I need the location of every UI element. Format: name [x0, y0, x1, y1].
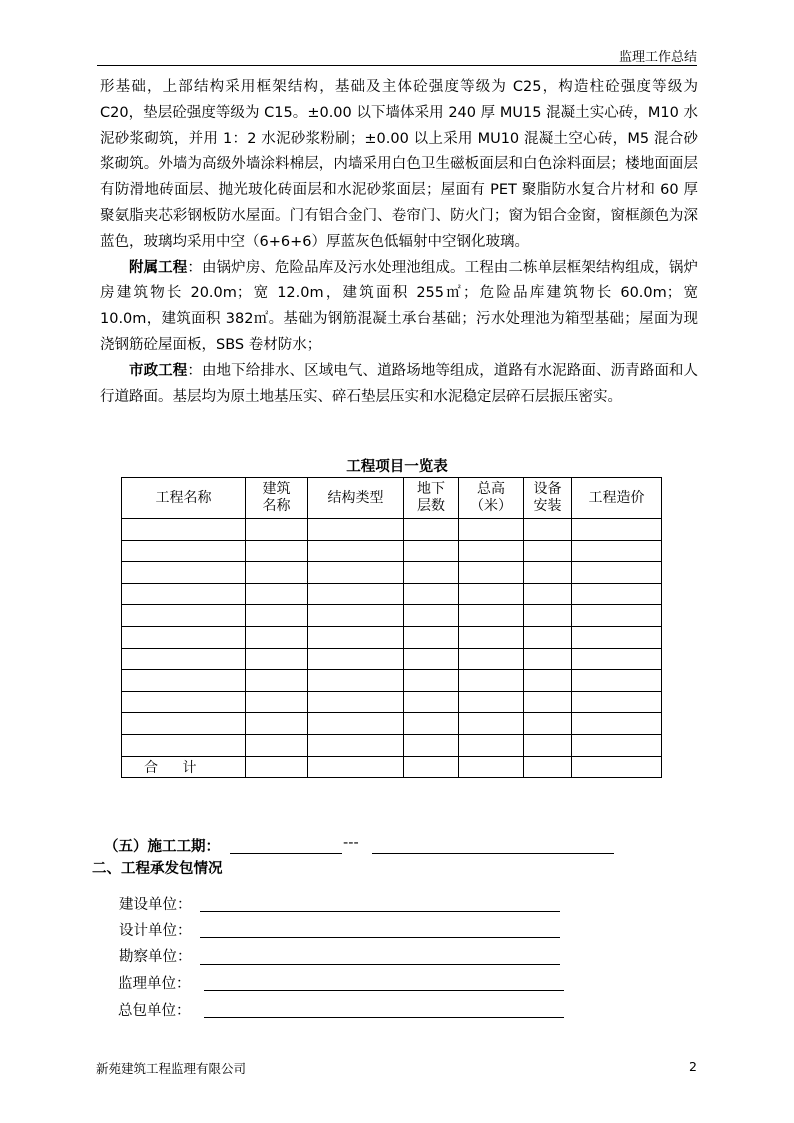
table-cell[interactable] — [404, 626, 459, 648]
table-total-label: 合 计 — [122, 756, 246, 778]
table-cell[interactable] — [122, 540, 246, 562]
table-header — [308, 478, 404, 519]
table-cell[interactable] — [459, 648, 524, 670]
table-cell[interactable] — [572, 756, 662, 778]
paragraph-main: 形基础，上部结构采用框架结构，基础及主体砼强度等级为 C25，构造柱砼强度等级为 C20，垫层砼强度等级为 C15。±0.00 以下墙体采用 240 厚 MU15 混凝土实心砖，M10 水泥砂浆砌筑，并用 1：2 水泥砂浆粉刷；±0.00 以上采用 MU10 混凝土空心砖，M5 混合砂浆砌筑。外墙为高级外墙涂料棉层，内墙采用白色卫生磁板面层和白色涂料面层；楼地面面层有防滑地砖面层、抛光玻化砖面层和水泥砂浆面层；屋面有 PET 聚脂防水复合片材和 60 厚聚氨脂夹芯彩钢板防水屋面。门有铝合金门、卷帘门、防火门；窗为铝合金窗，窗框颜色为深蓝色，玻璃均采用中空（6+6+6）厚蓝灰色低辐射中空钢化玻璃。 — [100, 79, 698, 250]
table-cell[interactable] — [246, 562, 308, 584]
table-cell[interactable] — [572, 734, 662, 756]
table-cell[interactable] — [122, 713, 246, 735]
table-header-line: 层数 — [417, 498, 445, 514]
table-header-line: 结构类型 — [327, 489, 384, 506]
table-cell[interactable] — [122, 734, 246, 756]
party-label: 勘察单位： — [119, 949, 192, 965]
table-cell[interactable] — [459, 540, 524, 562]
table-cell[interactable] — [459, 605, 524, 627]
table-header-line: 安装 — [533, 498, 562, 514]
table-cell[interactable] — [524, 691, 572, 713]
footer-company: 新苑建筑工程监理有限公司 — [96, 1061, 247, 1076]
table-header-line: 名称 — [262, 498, 291, 514]
table-cell[interactable] — [404, 756, 459, 778]
party-label: 监理单位： — [118, 976, 191, 992]
auxiliary-text: ：由锅炉房、危险品库及污水处理池组成。工程由二栋单层框架结构组成，锅炉房建筑物长 20.0m；宽 12.0m，建筑面积 255㎡；危险品库建筑物长 60.0m；宽 10.0m，建筑面积 382㎡。基础为钢筋混凝土承台基础；污水处理池为箱型基础；屋面为现浇钢筋砼屋面板，SBS 卷材防水； — [100, 259, 699, 353]
table-cell[interactable] — [246, 670, 308, 692]
table-row — [122, 562, 662, 584]
municipal-label: 市政工程 — [129, 362, 188, 379]
table-cell[interactable] — [572, 540, 662, 562]
table-cell[interactable] — [308, 583, 404, 605]
table-cell[interactable] — [459, 734, 524, 756]
table-row — [122, 626, 662, 648]
table-cell[interactable] — [572, 648, 662, 670]
table-cell[interactable] — [459, 756, 524, 778]
table-header — [524, 478, 572, 519]
table-cell[interactable] — [122, 648, 246, 670]
table-cell[interactable] — [246, 691, 308, 713]
table-row — [122, 691, 662, 713]
table-cell[interactable] — [572, 583, 662, 605]
table-header-line: 地下 — [417, 481, 445, 497]
table-cell[interactable] — [308, 648, 404, 670]
table-cell[interactable] — [404, 648, 459, 670]
table-row — [122, 670, 662, 692]
table-cell[interactable] — [459, 562, 524, 584]
table-cell[interactable] — [524, 670, 572, 692]
table-row — [122, 713, 662, 735]
party-label: 设计单位： — [119, 923, 192, 939]
table-cell[interactable] — [122, 691, 246, 713]
table-header-line: 工程造价 — [588, 489, 645, 506]
table-cell[interactable] — [524, 756, 572, 778]
construction-period-label: （五）施工工期： — [104, 839, 220, 855]
table-row — [122, 605, 662, 627]
table-total-row — [122, 756, 662, 778]
table-cell[interactable] — [404, 670, 459, 692]
table-cell[interactable] — [404, 605, 459, 627]
table-cell[interactable] — [524, 540, 572, 562]
table-cell[interactable] — [308, 734, 404, 756]
table-header — [122, 478, 246, 519]
footer-page-number: 2 — [689, 1059, 697, 1074]
table-cell[interactable] — [246, 605, 308, 627]
table-cell[interactable] — [246, 734, 308, 756]
table-cell[interactable] — [308, 519, 404, 541]
table-cell[interactable] — [122, 670, 246, 692]
header-rule — [97, 65, 697, 66]
table-cell[interactable] — [404, 562, 459, 584]
table-row — [122, 540, 662, 562]
table-cell[interactable] — [524, 734, 572, 756]
table-cell[interactable] — [524, 605, 572, 627]
table-header-line: 建筑 — [262, 481, 291, 497]
table-cell[interactable] — [524, 562, 572, 584]
project-table — [121, 477, 662, 778]
party-label: 建设单位： — [119, 897, 192, 913]
municipal-text: ：由地下给排水、区域电气、道路场地等组成，道路有水泥路面、沥青路面和人行道路面。基层均为原土地基压实、碎石垫层压实和水泥稳定层碎石层振压密实。 — [100, 362, 699, 405]
table-cell[interactable] — [246, 540, 308, 562]
body-text — [100, 75, 698, 410]
table-cell[interactable] — [404, 540, 459, 562]
period-start-blank[interactable] — [230, 853, 342, 854]
section-two-title: 二、工程承发包情况 — [92, 861, 223, 877]
party-blank[interactable] — [200, 964, 560, 965]
table-cell[interactable] — [572, 605, 662, 627]
table-row — [122, 583, 662, 605]
table-header-line: 总高 — [477, 481, 505, 497]
table-cell[interactable] — [122, 583, 246, 605]
table-cell[interactable] — [308, 540, 404, 562]
table-cell[interactable] — [459, 583, 524, 605]
table-cell[interactable] — [572, 670, 662, 692]
table-cell[interactable] — [404, 713, 459, 735]
table-cell[interactable] — [572, 713, 662, 735]
table-header — [404, 478, 459, 519]
table-cell[interactable] — [459, 519, 524, 541]
table-header — [246, 478, 308, 519]
table-row — [122, 519, 662, 541]
table-cell[interactable] — [524, 583, 572, 605]
table-cell[interactable] — [572, 562, 662, 584]
table-cell[interactable] — [308, 670, 404, 692]
table-cell[interactable] — [246, 648, 308, 670]
party-blank[interactable] — [204, 1017, 564, 1018]
table-header-line: （米） — [470, 498, 512, 514]
table-cell[interactable] — [459, 713, 524, 735]
table-cell[interactable] — [404, 519, 459, 541]
table-cell[interactable] — [572, 519, 662, 541]
table-cell[interactable] — [308, 691, 404, 713]
table-body — [122, 519, 662, 778]
table-cell[interactable] — [246, 626, 308, 648]
table-cell[interactable] — [524, 626, 572, 648]
party-blank[interactable] — [200, 937, 560, 938]
table-cell[interactable] — [459, 670, 524, 692]
table-cell[interactable] — [459, 691, 524, 713]
period-end-blank[interactable] — [372, 853, 614, 854]
table-cell[interactable] — [122, 519, 246, 541]
table-cell[interactable] — [246, 756, 308, 778]
paragraph-auxiliary — [100, 256, 698, 359]
table-header — [572, 478, 662, 519]
table-cell[interactable] — [122, 626, 246, 648]
table-cell[interactable] — [308, 756, 404, 778]
header-title: 监理工作总结 — [618, 50, 697, 65]
party-blank[interactable] — [204, 990, 564, 991]
table-cell[interactable] — [246, 583, 308, 605]
table-cell[interactable] — [404, 583, 459, 605]
table-cell[interactable] — [404, 734, 459, 756]
table-cell[interactable] — [122, 605, 246, 627]
table-cell[interactable] — [308, 713, 404, 735]
table-header — [459, 478, 524, 519]
table-row — [122, 648, 662, 670]
period-separator: --- — [343, 835, 359, 851]
table-header-row — [122, 478, 662, 519]
table-cell[interactable] — [246, 519, 308, 541]
table-cell[interactable] — [459, 626, 524, 648]
table-row — [122, 734, 662, 756]
table-cell[interactable] — [246, 713, 308, 735]
table-cell[interactable] — [122, 562, 246, 584]
table-cell[interactable] — [524, 713, 572, 735]
table-title: 工程项目一览表 — [346, 459, 448, 475]
table-cell[interactable] — [572, 691, 662, 713]
table-cell[interactable] — [404, 691, 459, 713]
table-cell[interactable] — [308, 626, 404, 648]
party-blank[interactable] — [200, 911, 560, 912]
paragraph-municipal — [100, 359, 698, 411]
table-cell[interactable] — [308, 562, 404, 584]
table-cell[interactable] — [524, 648, 572, 670]
auxiliary-label: 附属工程 — [129, 259, 188, 276]
table-header-line: 工程名称 — [155, 489, 212, 506]
table-cell[interactable] — [524, 519, 572, 541]
table-header-line: 设备 — [533, 481, 562, 497]
table-cell[interactable] — [308, 605, 404, 627]
party-label: 总包单位： — [118, 1003, 191, 1019]
table-cell[interactable] — [572, 626, 662, 648]
